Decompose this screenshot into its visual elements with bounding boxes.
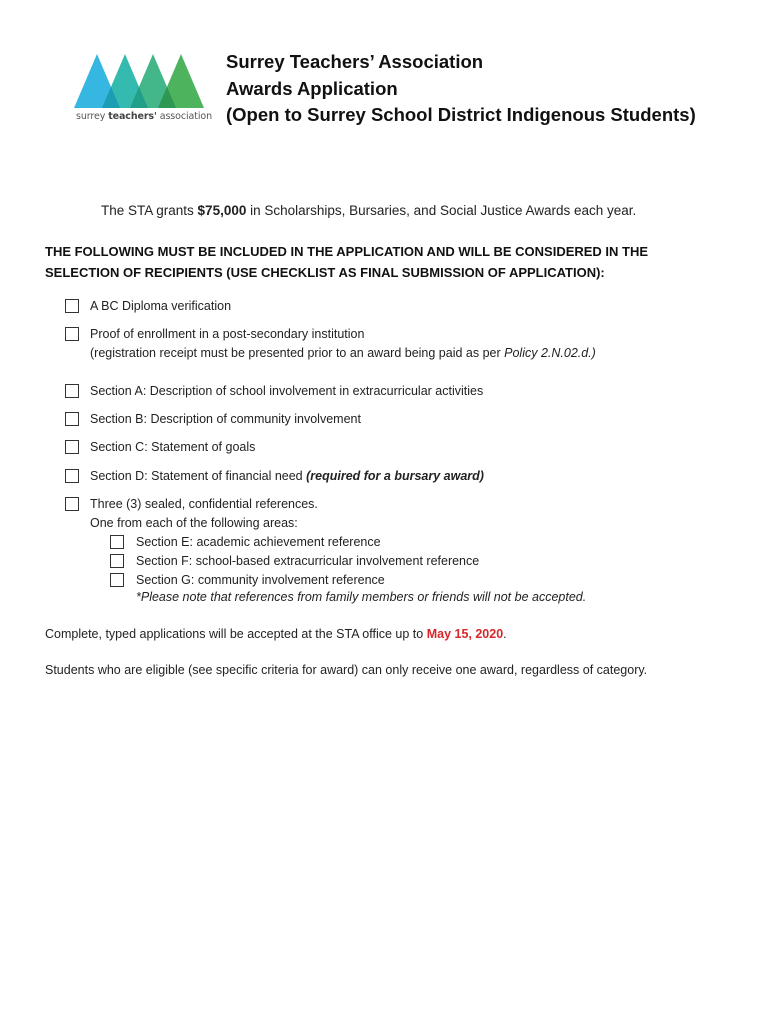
page-title xyxy=(226,49,696,129)
section-e-checkbox[interactable] xyxy=(110,535,124,549)
title-line-1: Surrey Teachers’ Association xyxy=(226,51,484,72)
title-line-3: (Open to Surrey School District Indigenous Students) xyxy=(226,104,696,125)
mountains-logo-icon xyxy=(74,50,204,110)
references-subheading: One from each of the following areas: xyxy=(90,516,298,530)
section-c-checkbox[interactable] xyxy=(65,440,79,454)
sta-logo xyxy=(74,50,213,128)
section-d-note: (required for a bursary award) xyxy=(306,469,484,483)
enrollment-note: (registration receipt must be presented prior to an award being paid as per Policy 2.N.02.d.) xyxy=(90,346,596,360)
deadline-text: Complete, typed applications will be accepted at the STA office up to May 15, 2020. xyxy=(45,627,507,641)
references-note: *Please note that references from family members or friends will not be accepted. xyxy=(136,590,587,604)
title-line-2: Awards Application xyxy=(226,77,398,99)
section-d-checkbox[interactable] xyxy=(65,469,79,483)
grant-amount: $75,000 xyxy=(197,203,247,218)
eligibility-text: Students who are eligible (see specific criteria for award) can only receive one award, regardless of category. xyxy=(45,663,648,677)
section-a-checkbox[interactable] xyxy=(65,384,79,398)
logo-wordmark: surrey teachers' association xyxy=(76,111,213,122)
diploma-checkbox[interactable] xyxy=(65,299,79,313)
section-b-checkbox[interactable] xyxy=(65,412,79,426)
enrollment-checkbox[interactable] xyxy=(65,327,79,341)
section-f-checkbox[interactable] xyxy=(110,554,124,568)
requirement-heading: THE FOLLOWING MUST BE INCLUDED IN THE APPLICATION AND WILL BE CONSIDERED IN THE SELECTION OF RECIPIENTS (USE CHECKLIST AS FINAL SUBMISSION OF APPLICATION): xyxy=(45,244,649,280)
references-checkbox[interactable] xyxy=(65,497,79,511)
intro-text: The STA grants $75,000 in Scholarships, Bursaries, and Social Justice Awards each year. xyxy=(101,203,637,218)
section-g-checkbox[interactable] xyxy=(110,573,124,587)
deadline-date: May 15, 2020 xyxy=(426,627,504,641)
